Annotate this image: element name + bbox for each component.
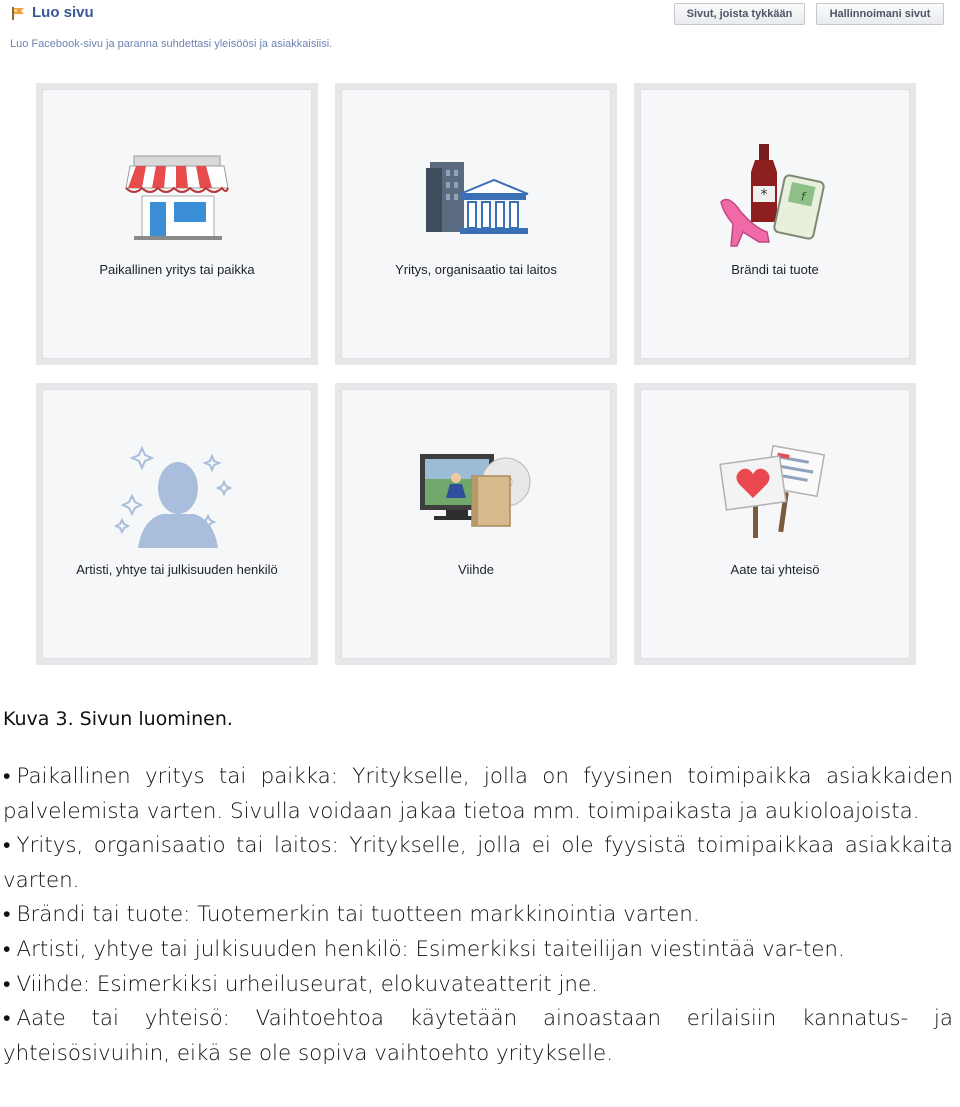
- bullet-glyph: •: [3, 902, 11, 928]
- category-tile-local-business[interactable]: [36, 83, 318, 365]
- list-item: [3, 968, 953, 1003]
- list-item: [3, 760, 953, 829]
- tile-label: Aate tai yhteisö: [730, 562, 820, 577]
- title-row: [10, 4, 94, 21]
- flag-icon: [10, 5, 26, 21]
- managed-pages-button[interactable]: Hallinnoimani sivut: [816, 3, 944, 25]
- tile-surface: [640, 389, 910, 659]
- building-icon: [416, 142, 536, 242]
- tile-label: Yritys, organisaatio tai laitos: [395, 262, 557, 277]
- tile-surface: [341, 389, 611, 659]
- cause-signs-icon: [715, 442, 835, 542]
- bullet-glyph: •: [3, 764, 11, 789]
- list-item-text: Paikallinen yritys tai paikka: Yritykselle, jolla on fyysinen toimipaikka asiakkaiden palvelemista varten. Sivulla voidaan jakaa tietoa mm. toimipaikasta ja aukioloajoista.: [3, 764, 953, 824]
- category-tile-cause[interactable]: [634, 383, 916, 665]
- list-item: [3, 829, 953, 898]
- tile-label: Viihde: [458, 562, 494, 577]
- figure-caption: Kuva 3. Sivun luominen.: [3, 708, 233, 730]
- bullet-glyph: •: [3, 1006, 11, 1032]
- bullet-glyph: •: [3, 936, 11, 962]
- tile-surface: [42, 89, 312, 359]
- category-tile-entertainment[interactable]: [335, 383, 617, 665]
- liked-pages-button[interactable]: Sivut, joista tykkään: [674, 3, 805, 25]
- list-item: [3, 933, 953, 968]
- list-item-text: Viihde: Esimerkiksi urheiluseurat, elokuvateatterit jne.: [16, 971, 598, 997]
- artist-icon: [112, 442, 242, 552]
- list-item-text: Yritys, organisaatio tai laitos: Yritykselle, jolla ei ole fyysistä toimipaikkaa asiakkaita varten.: [3, 833, 953, 893]
- svg-text:*: *: [760, 187, 768, 203]
- list-item-text: Artisti, yhtye tai julkisuuden henkilö: Esimerkiksi taiteilijan viestintää var-ten.: [16, 936, 845, 962]
- tile-surface: [341, 89, 611, 359]
- list-item: [3, 1002, 953, 1071]
- category-tile-brand[interactable]: [634, 83, 916, 365]
- entertainment-icon: [416, 442, 536, 542]
- tile-surface: [42, 389, 312, 659]
- bullet-glyph: •: [3, 833, 11, 859]
- page-title: Luo sivu: [32, 4, 94, 21]
- bullet-list: [3, 760, 953, 1071]
- tile-label: Paikallinen yritys tai paikka: [99, 262, 255, 277]
- page-header: [0, 0, 960, 60]
- category-tile-company[interactable]: [335, 83, 617, 365]
- page-subtitle: Luo Facebook-sivu ja paranna suhdettasi yleisöösi ja asiakkaisiisi.: [10, 38, 333, 50]
- products-icon: [715, 142, 835, 252]
- category-tile-artist[interactable]: [36, 383, 318, 665]
- svg-text:f: f: [799, 189, 807, 204]
- list-item-text: Brändi tai tuote: Tuotemerkin tai tuotteen markkinointia varten.: [16, 902, 700, 928]
- list-item-text: Aate tai yhteisö: Vaihtoehtoa käytetään ainoastaan erilaisiin kannatus- ja yhteisösivuihin, eikä se ole sopiva vaihtoehto yritykselle.: [3, 1006, 953, 1066]
- bullet-glyph: •: [3, 971, 11, 997]
- tile-label: Artisti, yhtye tai julkisuuden henkilö: [76, 562, 278, 577]
- tile-label: Brändi tai tuote: [731, 262, 819, 277]
- list-item: [3, 898, 953, 933]
- storefront-icon: [122, 142, 232, 242]
- tile-surface: [640, 89, 910, 359]
